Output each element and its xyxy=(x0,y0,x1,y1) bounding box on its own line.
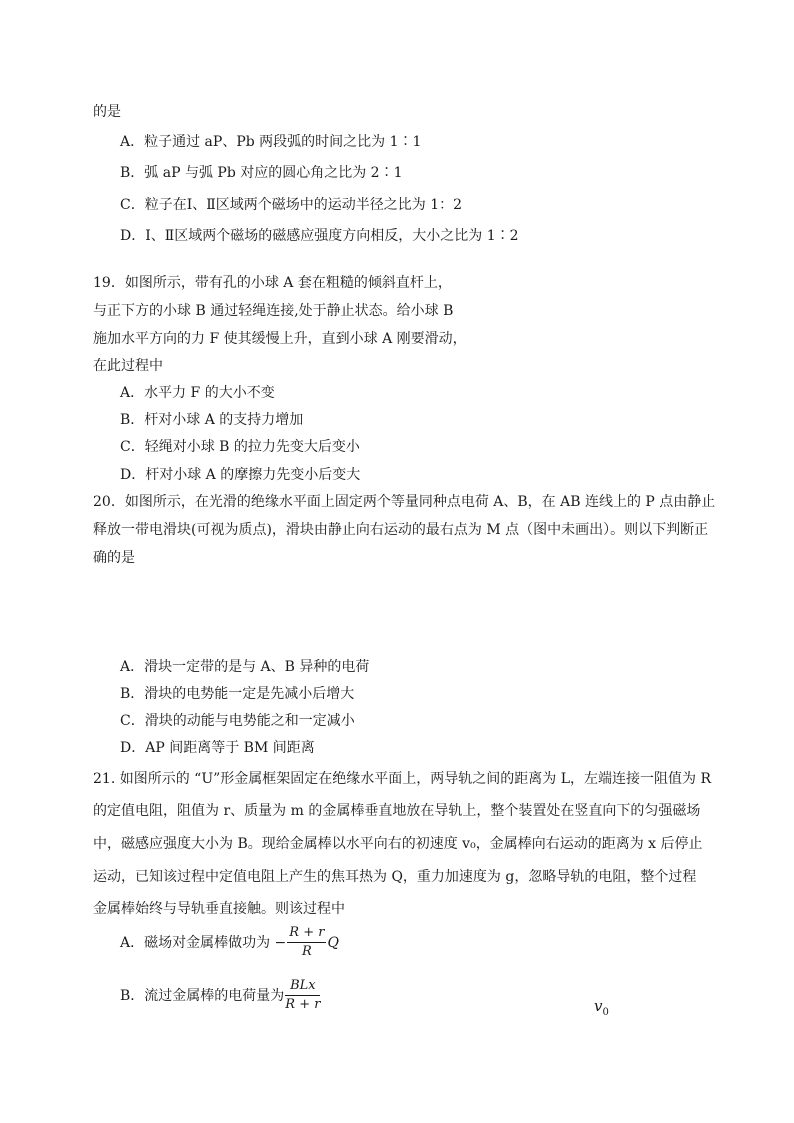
q21-option-b-fraction xyxy=(285,978,320,1013)
q19-option-a: A．水平力 F 的大小不变 xyxy=(120,385,275,401)
q20-stem-line-1: 20．如图所示，在光滑的绝缘水平面上固定两个等量同种点电荷 A、B，在 AB 连线上的 P 点由静止 xyxy=(93,494,716,510)
q21-stem-line-2: 的定值电阻，阻值为 r、质量为 m 的金属棒垂直地放在导轨上，整个装置处在竖直向下的匀强磁场 xyxy=(93,803,701,819)
q18-stem-end: 的是 xyxy=(93,104,121,120)
q21-stem-line-3: 中，磁感应强度大小为 B。现给金属棒以水平向右的初速度 v₀，金属棒向右运动的距离为 x 后停止 xyxy=(93,836,703,852)
q21-option-b-prefix: B．流过金属棒的电荷量为 xyxy=(120,987,285,1004)
velocity-subscript: 0 xyxy=(602,1007,609,1018)
q18-option-b: B．弧 aP 与弧 Pb 对应的圆心角之比为 2∶1 xyxy=(120,165,403,181)
q21-stem-line-1: 21. 如图所示的 “U”形金属框架固定在绝缘水平面上，两导轨之间的距离为 L，左端连接一阻值为 R xyxy=(93,771,712,787)
q21-option-a-prefix: A．磁场对金属棒做功为 − xyxy=(120,934,287,951)
q19-option-d: D．杆对小球 A 的摩擦力先变小后变大 xyxy=(120,467,361,483)
q20-option-b: B．滑块的电势能一定是先减小后增大 xyxy=(120,686,355,702)
q21-stem-line-4: 运动，已知该过程中定值电阻上产生的焦耳热为 Q，重力加速度为 g，忽略导轨的电阻，整个过程 xyxy=(93,869,697,885)
fraction-denominator: R xyxy=(301,944,312,959)
q18-option-c: C．粒子在Ⅰ、Ⅱ区域两个磁场中的运动半径之比为 1：2 xyxy=(120,197,463,213)
q18-option-a: A．粒子通过 aP、Pb 两段弧的时间之比为 1∶1 xyxy=(120,134,422,150)
fraction-numerator: BLx xyxy=(285,978,320,996)
q20-stem-line-3: 确的是 xyxy=(93,550,135,566)
q20-option-d: D．AP 间距离等于 BM 间距离 xyxy=(120,740,315,756)
q19-stem-line-4: 在此过程中 xyxy=(93,358,163,374)
q19-option-b: B．杆对小球 A 的支持力增加 xyxy=(120,412,304,428)
q21-option-a xyxy=(120,925,339,960)
velocity-symbol: v xyxy=(594,997,603,1015)
q20-option-a: A．滑块一定带的是与 A、B 异种的电荷 xyxy=(120,659,370,675)
figure-velocity-label xyxy=(594,997,609,1018)
q19-stem-line-1: 19．如图所示，带有孔的小球 A 套在粗糙的倾斜直杆上， xyxy=(93,275,452,291)
q18-option-d: D．Ⅰ、Ⅱ区域两个磁场的磁感应强度方向相反，大小之比为 1∶2 xyxy=(120,228,519,244)
q20-stem-line-2: 释放一带电滑块(可视为质点)，滑块由静止向右运动的最右点为 M 点（图中未画出）。则以下判断正 xyxy=(93,522,709,538)
q21-option-a-fraction xyxy=(287,925,326,960)
q21-option-a-suffix: Q xyxy=(327,934,339,951)
q19-stem-line-2: 与正下方的小球 B 通过轻绳连接,处于静止状态。给小球 B xyxy=(93,303,454,319)
q20-option-c: C．滑块的动能与电势能之和一定减小 xyxy=(120,713,355,729)
fraction-denominator: R + r xyxy=(285,997,321,1012)
q19-option-c: C．轻绳对小球 B 的拉力先变大后变小 xyxy=(120,439,360,455)
fraction-numerator: R + r xyxy=(287,925,326,943)
q21-option-b xyxy=(120,978,321,1013)
q19-stem-line-3: 施加水平方向的力 F 使其缓慢上升，直到小球 A 刚要滑动， xyxy=(93,331,467,347)
q21-stem-line-5: 金属棒始终与导轨垂直接触。则该过程中 xyxy=(93,901,345,917)
